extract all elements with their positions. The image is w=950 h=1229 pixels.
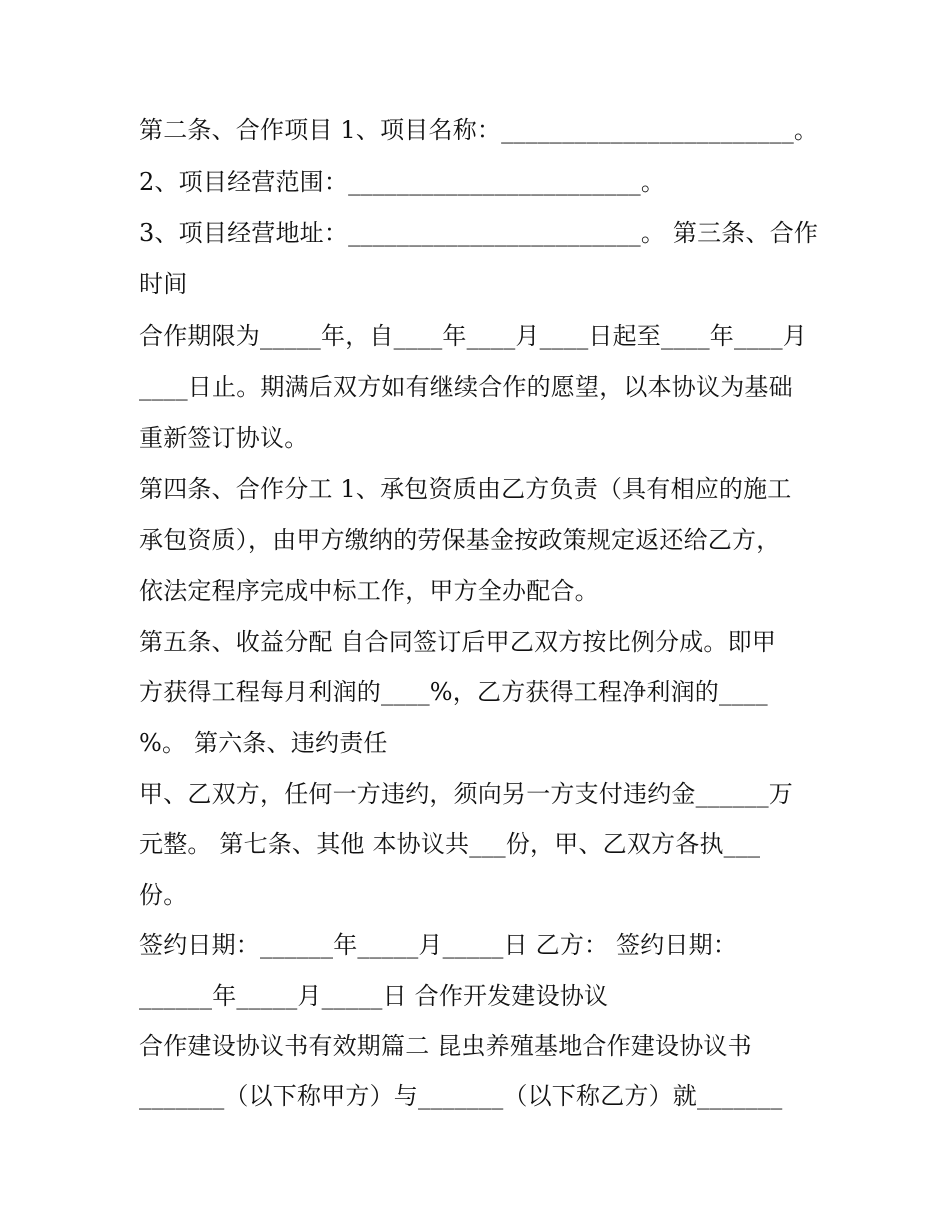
text-line: 第四条、合作分工 1、承包资质由乙方负责（具有相应的施工 [139, 475, 792, 503]
text-line: 时间 [139, 270, 188, 298]
text-line: 签约日期：______年_____月_____日 乙方： 签约日期： [139, 931, 738, 959]
text-line: 合作建设协议书有效期篇二 昆虫养殖基地合作建设协议书 [139, 1032, 752, 1060]
text-line: ____日止。期满后双方如有继续合作的愿望，以本协议为基础 [139, 373, 793, 401]
text-line: 3、项目经营地址：________________________。 第三条、合作 [139, 219, 819, 247]
text-line: 元整。 第七条、其他 本协议共___份，甲、乙双方各执___ [139, 830, 761, 858]
text-line: 依法定程序完成中标工作，甲方全办配合。 [139, 577, 599, 605]
text-line: _______（以下称甲方）与_______（以下称乙方）就_______ [139, 1082, 783, 1110]
text-line: %。 第六条、违约责任 [139, 729, 388, 757]
text-line: 方获得工程每月利润的____%，乙方获得工程净利润的____ [139, 678, 768, 706]
text-line: 第二条、合作项目 1、项目名称：________________________。 [139, 116, 819, 144]
text-line: 2、项目经营范围：________________________。 [139, 168, 666, 196]
text-line: 份。 [139, 881, 188, 909]
text-line: 合作期限为_____年，自____年____月____日起至____年____月 [139, 322, 807, 350]
text-line: ______年_____月_____日 合作开发建设协议 [139, 982, 609, 1010]
text-line: 第五条、收益分配 自合同签订后甲乙双方按比例分成。即甲 [139, 628, 777, 656]
text-line: 承包资质），由甲方缴纳的劳保基金按政策规定返还给乙方， [139, 526, 781, 554]
text-line: 重新签订协议。 [139, 424, 309, 452]
text-line: 甲、乙双方，任何一方违约，须向另一方支付违约金______万 [139, 780, 793, 808]
